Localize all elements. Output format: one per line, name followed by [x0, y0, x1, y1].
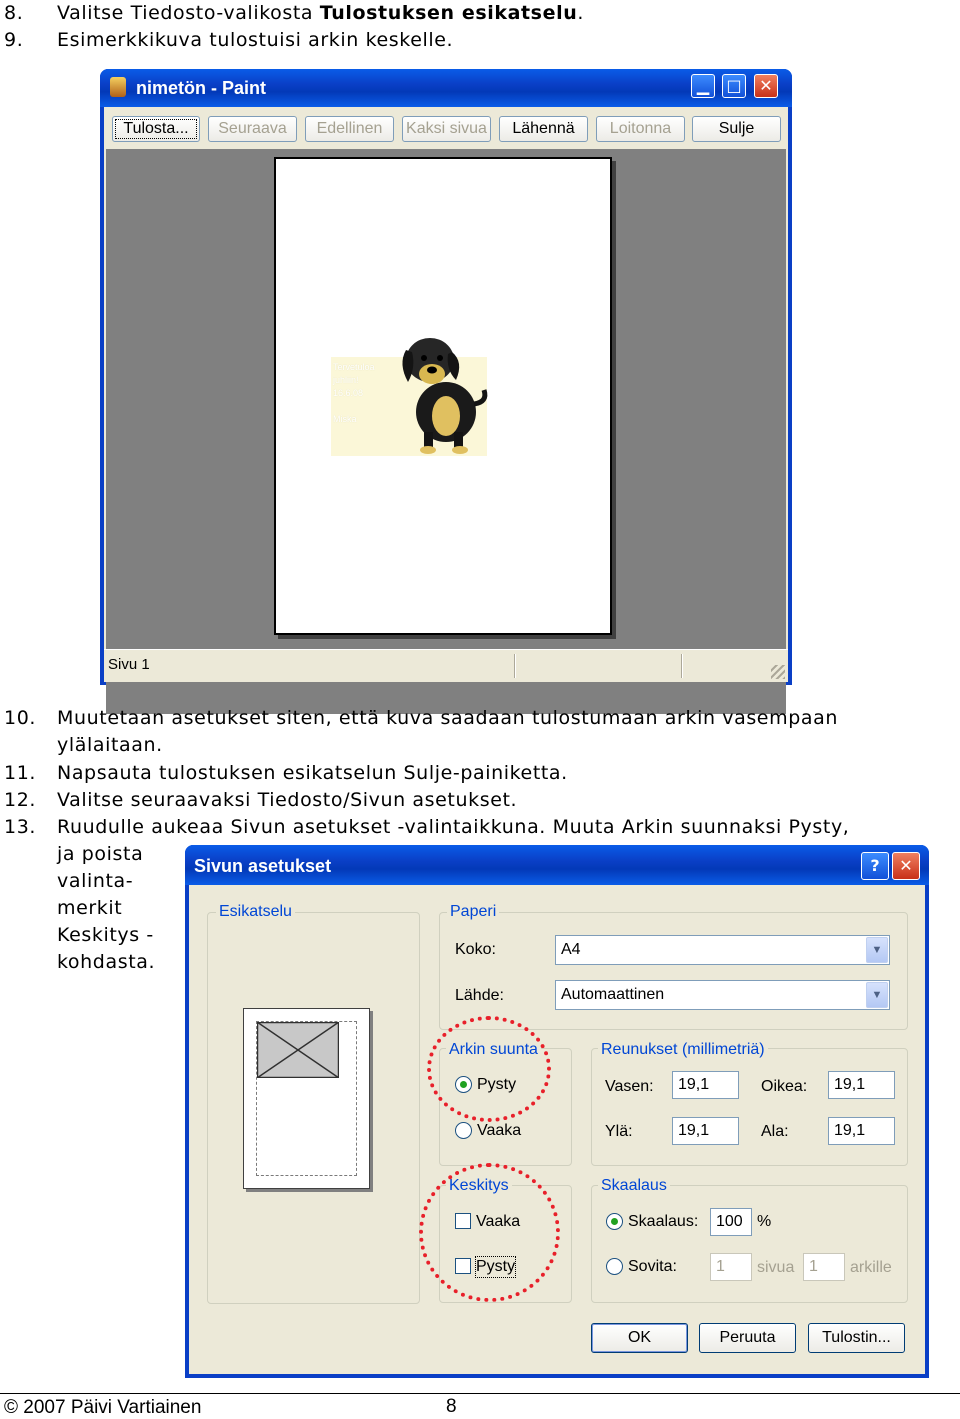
paint-title: nimetön - Paint	[136, 78, 266, 98]
maximize-button[interactable]: □	[722, 74, 746, 98]
landscape-radio[interactable]	[455, 1122, 472, 1139]
ok-button[interactable]: OK	[591, 1323, 688, 1353]
step-text-continued: ja poista	[57, 843, 144, 865]
right-margin-field[interactable]: 19,1	[828, 1071, 895, 1099]
minimize-button[interactable]: ▁	[691, 74, 715, 98]
step-text: Valitse seuraavaksi Tiedosto/Sivun asetukset.	[57, 789, 518, 811]
close-button[interactable]: ✕	[754, 74, 778, 98]
dialog-title: Sivun asetukset	[194, 856, 332, 876]
paint-title-bar	[100, 69, 792, 107]
footer-page-number: 8	[446, 1396, 457, 1417]
step-text: Valitse Tiedosto-valikosta	[57, 2, 320, 24]
status-bar	[104, 649, 788, 682]
paper-group-label: Paperi	[447, 903, 499, 921]
pages-wide-label: sivua	[757, 1259, 795, 1276]
help-button[interactable]: ?	[861, 852, 889, 880]
paper-source-value: Automaattinen	[561, 986, 665, 1003]
fit-label[interactable]: Sovita:	[628, 1258, 677, 1275]
step-text-continued: valinta-	[57, 870, 134, 892]
page-preview	[243, 1008, 370, 1189]
card-line: Miska	[333, 414, 357, 424]
annotation-circle-orientation	[427, 1016, 551, 1122]
top-margin-label: Ylä:	[605, 1123, 633, 1140]
chevron-down-icon[interactable]: ▼	[866, 937, 888, 963]
margins-group	[591, 1048, 908, 1166]
step-text-continued: Keskitys -	[57, 924, 154, 946]
step-9	[4, 27, 453, 54]
bottom-margin-field[interactable]: 19,1	[828, 1117, 895, 1145]
step-number: 9.	[4, 29, 24, 51]
preview-page	[274, 157, 612, 635]
paint-app-icon	[110, 77, 126, 97]
step-text: Ruudulle aukeaa Sivun asetukset -valintaikkuna. Muuta Arkin suunnaksi Pysty,	[57, 816, 850, 838]
paper-size-label: Koko:	[455, 941, 496, 958]
step-number: 12.	[4, 789, 37, 811]
card-line	[333, 400, 375, 413]
step-text-continued: ylälaitaan.	[57, 734, 163, 756]
sheets-label: arkille	[850, 1259, 892, 1276]
cancel-button[interactable]: Peruuta	[699, 1323, 796, 1353]
margins-group-label: Reunukset (millimetriä)	[598, 1041, 768, 1059]
zoom-in-button[interactable]: Lähennä	[499, 116, 588, 142]
card-line: 16.6.08	[333, 388, 364, 398]
dog-illustration	[394, 324, 490, 454]
card-text	[333, 361, 375, 426]
centering-group-label: Keskitys	[446, 1177, 512, 1195]
left-margin-field[interactable]: 19,1	[672, 1071, 739, 1099]
fit-radio[interactable]	[606, 1258, 623, 1275]
dialog-close-button[interactable]: ✕	[892, 852, 920, 880]
scale-label[interactable]: Skaalaus:	[628, 1213, 699, 1230]
step-number: 8.	[4, 2, 24, 24]
resize-grip-icon[interactable]	[771, 665, 785, 679]
top-margin-field[interactable]: 19,1	[672, 1117, 739, 1145]
status-divider	[681, 654, 683, 678]
image-placeholder-icon	[257, 1022, 339, 1078]
previous-page-button[interactable]: Edellinen	[305, 116, 394, 142]
annotation-circle-centering	[419, 1163, 560, 1302]
step-10	[4, 705, 838, 759]
step-text-continued: merkit	[57, 897, 123, 919]
paper-size-select[interactable]	[555, 935, 890, 965]
status-divider	[514, 654, 516, 678]
fit-pages-tall-field[interactable]: 1	[803, 1253, 845, 1281]
step-number: 10.	[4, 707, 37, 729]
card-line: juhliin!	[333, 375, 359, 385]
right-margin-label: Oikea:	[761, 1078, 808, 1095]
step-text-continued: kohdasta.	[57, 951, 156, 973]
orientation-group-label: Arkin suunta	[446, 1041, 541, 1059]
step-text-end: .	[577, 2, 584, 24]
paper-group	[439, 912, 908, 1030]
card-line: Tervetuloa	[333, 362, 375, 372]
portrait-label[interactable]: Pysty	[477, 1076, 517, 1093]
status-text: Sivu 1	[108, 656, 150, 673]
printer-button[interactable]: Tulostin...	[808, 1323, 905, 1353]
paper-source-label: Lähde:	[455, 987, 504, 1004]
zoom-out-button[interactable]: Loitonna	[596, 116, 685, 142]
scaling-group	[591, 1185, 908, 1303]
percent-label: %	[757, 1213, 772, 1230]
left-margin-label: Vasen:	[605, 1078, 654, 1095]
footer-copyright: © 2007 Päivi Vartiainen	[4, 1397, 202, 1418]
center-vertical-label[interactable]: Pysty	[476, 1258, 516, 1275]
two-pages-button[interactable]: Kaksi sivua	[402, 116, 491, 142]
next-page-button[interactable]: Seuraava	[208, 116, 297, 142]
close-preview-button[interactable]: Sulje	[692, 116, 781, 142]
fit-pages-wide-field[interactable]: 1	[710, 1253, 752, 1281]
step-text: Muutetaan asetukset siten, että kuva saadaan tulostumaan arkin vasempaan	[57, 707, 838, 729]
step-text: Napsauta tulostuksen esikatselun Sulje-painiketta.	[57, 762, 568, 784]
paint-window	[100, 69, 792, 685]
step-11	[4, 760, 568, 787]
landscape-label[interactable]: Vaaka	[477, 1122, 522, 1139]
center-horizontal-label[interactable]: Vaaka	[476, 1213, 521, 1230]
step-8	[4, 0, 584, 27]
footer-rule	[0, 1393, 960, 1394]
step-number: 11.	[4, 762, 37, 784]
step-text: Esimerkkikuva tulostuisi arkin keskelle.	[57, 29, 454, 51]
bottom-margin-label: Ala:	[761, 1123, 789, 1140]
scaling-group-label: Skaalaus	[598, 1177, 670, 1195]
paper-source-select[interactable]	[555, 980, 890, 1010]
step-12	[4, 787, 517, 814]
print-button[interactable]: Tulosta...	[112, 116, 200, 142]
step-number: 13.	[4, 816, 37, 838]
dialog-title-bar	[185, 845, 929, 885]
chevron-down-icon[interactable]: ▼	[866, 982, 888, 1008]
scale-field[interactable]: 100	[710, 1208, 752, 1236]
preview-group-label: Esikatselu	[216, 903, 295, 921]
paper-size-value: A4	[561, 941, 581, 958]
scale-radio[interactable]	[606, 1213, 623, 1230]
step-bold-text: Tulostuksen esikatselu	[319, 2, 578, 24]
